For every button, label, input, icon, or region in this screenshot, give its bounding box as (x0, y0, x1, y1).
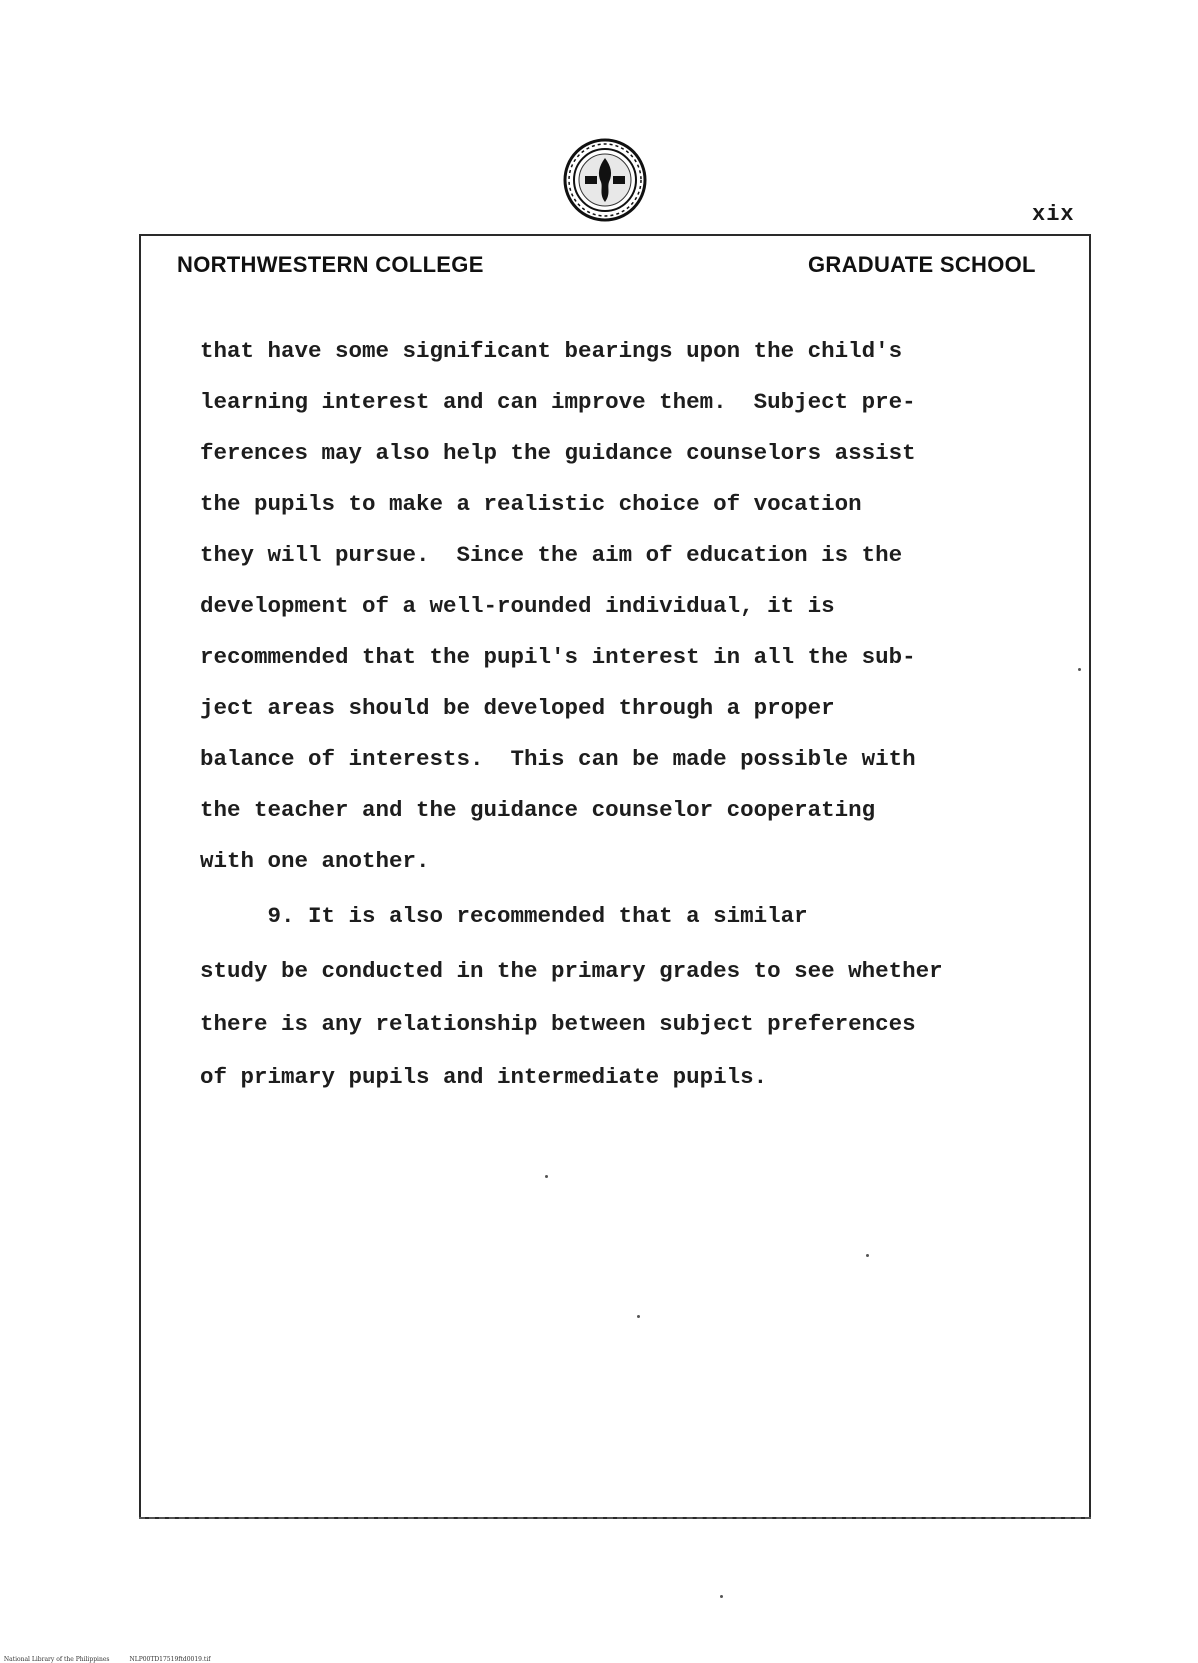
scan-speck (720, 1595, 723, 1598)
body-line: 9. It is also recommended that a similar (200, 903, 808, 929)
body-line: the teacher and the guidance counselor cooperating (200, 797, 876, 823)
body-line: the pupils to make a realistic choice of vocation (200, 491, 862, 517)
body-line: ferences may also help the guidance counselors assist (200, 440, 916, 466)
body-line: they will pursue. Since the aim of education is the (200, 542, 903, 568)
body-line: recommended that the pupil's interest in all the sub- (200, 644, 916, 670)
header-institution: NORTHWESTERN COLLEGE (177, 252, 484, 277)
page-number: xix (1032, 202, 1075, 227)
college-seal-icon (563, 138, 647, 222)
scan-speck (637, 1315, 640, 1318)
body-line: balance of interests. This can be made possible with (200, 746, 916, 772)
scan-speck (866, 1254, 869, 1257)
body-line: with one another. (200, 848, 430, 874)
footer-library: National Library of the Philippines (3, 1656, 110, 1663)
body-line: development of a well-rounded individual, it is (200, 593, 835, 619)
footer-file-id: NLP00TD17519ftd0019.tif (129, 1656, 211, 1663)
body-line: ject areas should be developed through a proper (200, 695, 835, 721)
body-line: of primary pupils and intermediate pupils. (200, 1064, 768, 1090)
scan-speck (1078, 668, 1081, 671)
scan-footer (0, 1649, 210, 1663)
body-line: study be conducted in the primary grades to see whether (200, 958, 943, 984)
body-line: learning interest and can improve them. Subject pre- (200, 389, 916, 415)
page-frame (139, 234, 1091, 1519)
body-line: there is any relationship between subject preferences (200, 1011, 916, 1037)
scan-speck (545, 1175, 548, 1178)
body-line: that have some significant bearings upon the child's (200, 338, 903, 364)
header-department: GRADUATE SCHOOL (808, 252, 1036, 277)
